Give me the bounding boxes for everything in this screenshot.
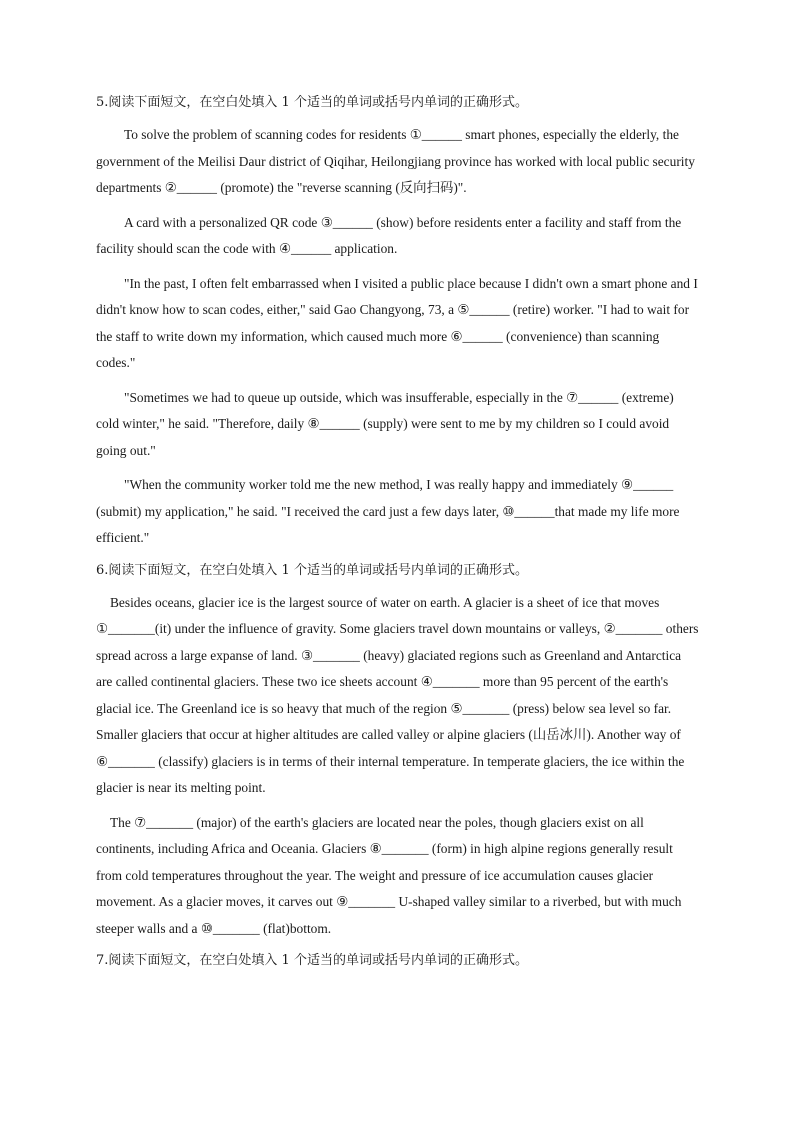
exercise-6 <box>96 560 700 943</box>
exercise-5-paragraph-3: "In the past, I often felt embarrassed when I visited a public place because I didn't own a smart phone and I didn't know how to scan codes, either," said Gao Changyong, 73, a ⑤______ (retire) worker. "I had to wait for the staff to write down my information, which caused much more ⑥______ (convenience) than scanning codes." <box>96 275 698 370</box>
exercise-7 <box>96 950 700 972</box>
exercise-5 <box>96 92 700 552</box>
exercise-6-heading: 6.阅读下面短文，在空白处填入 1 个适当的单词或括号内单词的正确形式。 <box>96 562 528 578</box>
exercise-7-heading: 7.阅读下面短文，在空白处填入 1 个适当的单词或括号内单词的正确形式。 <box>96 953 528 968</box>
exercise-5-paragraph-4: "Sometimes we had to queue up outside, which was insufferable, especially in the ⑦______ (extreme) cold winter," he said. "Therefore, daily ⑧______ (supply) were sent to me by my children so I could avoid going out." <box>96 389 674 458</box>
document-page <box>96 92 700 980</box>
exercise-5-paragraph-1: To solve the problem of scanning codes for residents ①______ smart phones, especially the elderly, the government of the Meilisi Daur district of Qiqihar, Heilongjiang province has worked with local public security departments ②______ (promote) the "reverse scanning (反向扫码)". <box>96 127 695 195</box>
exercise-5-heading: 5.阅读下面短文，在空白处填入 1 个适当的单词或括号内单词的正确形式。 <box>96 95 528 110</box>
exercise-5-paragraph-2: A card with a personalized QR code ③______ (show) before residents enter a facility and staff from the facility should scan the code with ④______ application. <box>96 214 682 256</box>
exercise-6-paragraph-1: Besides oceans, glacier ice is the largest source of water on earth. A glacier is a sheet of ice that moves ①_______(it) under the influence of gravity. Some glaciers travel down mountains or valleys, ②_______ others spread across a large expanse of land. ③_______ (heavy) glaciated regions such as Greenland and Antarctica are called continental glaciers. These two ice sheets account ④_______ more than 95 percent of the earth's glacial ice. The Greenland ice is so heavy that much of the region ⑤_______ (press) below sea level so far. Smaller glaciers that occur at higher altitudes are called valley or alpine glaciers (山岳冰川). Another way of ⑥_______ (classify) glaciers is in terms of their internal temperature. In temperate glaciers, the ice within the glacier is near its melting point. <box>96 594 699 795</box>
exercise-5-paragraph-5: "When the community worker told me the new method, I was really happy and immediately ⑨______ (submit) my application," he said. "I received the card just a few days later, ⑩______that made my life more efficient." <box>96 477 680 545</box>
exercise-6-paragraph-2: The ⑦_______ (major) of the earth's glaciers are located near the poles, though glaciers exist on all continents, including Africa and Oceania. Glaciers ⑧_______ (form) in high alpine regions generally result from cold temperatures throughout the year. The weight and pressure of ice accumulation causes glacier movement. As a glacier moves, it carves out ⑨_______ U-shaped valley similar to a riverbed, but with much steeper walls and a ⑩_______ (flat)bottom. <box>96 814 682 936</box>
